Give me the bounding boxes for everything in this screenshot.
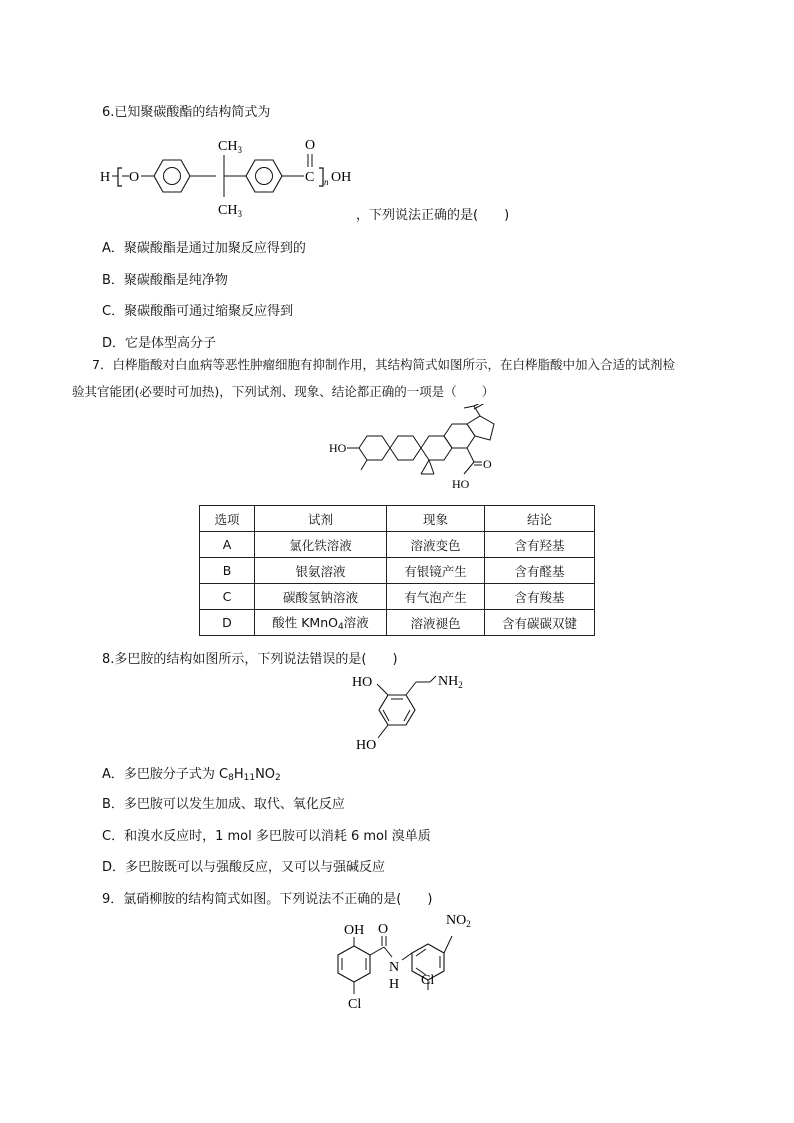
table-row xyxy=(200,558,595,584)
niclosamide-no2: $NO_2$ xyxy=(446,913,471,929)
kmno4-subscript: 4 xyxy=(337,622,344,632)
q8-option-a: A．多巴胺分子式为 $C_8H_{11}NO_2$ xyxy=(102,767,281,783)
niclosamide-structure xyxy=(330,908,490,1016)
q6-stem: 6.已知聚碳酸酯的结构简式为 xyxy=(102,105,271,120)
ch3-bottom: $CH_3$ xyxy=(218,203,242,219)
table-row xyxy=(200,610,595,636)
carbonyl-c: C xyxy=(305,170,315,185)
q6-option-d: D．它是体型高分子 xyxy=(102,336,217,351)
table-cell: 氯化铁溶液 xyxy=(255,532,387,558)
table-header-row xyxy=(200,506,595,532)
repeat-n: n xyxy=(324,177,329,187)
table-cell: 有银镜产生 xyxy=(387,558,485,584)
carbonyl-o: O xyxy=(305,138,316,153)
formula-o: O xyxy=(129,170,140,185)
table-cell xyxy=(255,610,387,636)
q6-option-b: B．聚碳酸酯是纯净物 xyxy=(102,273,228,288)
niclosamide-n: N xyxy=(389,960,400,975)
betulinic-carbonyl-o: O xyxy=(483,457,492,471)
table-cell: 碳酸氢钠溶液 xyxy=(255,584,387,610)
q9-stem: 9．氯硝柳胺的结构简式如图。下列说法不正确的是( ) xyxy=(102,892,433,907)
table-row xyxy=(200,584,595,610)
q7-stem-line1: 7．白桦脂酸对白血病等恶性肿瘤细胞有抑制作用，其结构简式如图所示，在白桦脂酸中加入合适的试剂检 xyxy=(92,357,675,372)
q8-option-d: D．多巴胺既可以与强酸反应，又可以与强碱反应 xyxy=(102,860,386,875)
niclosamide-cl-bottom: Cl xyxy=(348,997,362,1012)
q6-option-c: C．聚碳酸酯可通过缩聚反应得到 xyxy=(102,304,294,319)
betulinic-ho: HO xyxy=(329,441,347,455)
q6-option-a: A．聚碳酸酯是通过加聚反应得到的 xyxy=(102,241,306,256)
dopamine-nh2: $NH_2$ xyxy=(438,674,463,690)
table-cell: 溶液变色 xyxy=(387,532,485,558)
q8-option-c: C．和溴水反应时，1 mol 多巴胺可以消耗 6 mol 溴单质 xyxy=(102,829,431,844)
table-cell: 含有羧基 xyxy=(485,584,595,610)
header-phenomenon: 现象 xyxy=(387,506,485,532)
table-cell: 含有醛基 xyxy=(485,558,595,584)
niclosamide-cl-right: Cl xyxy=(421,973,435,988)
niclosamide-oh: OH xyxy=(344,923,365,938)
kmno4-label: 酸性 KMnO xyxy=(272,615,338,630)
table-cell: A xyxy=(200,532,255,558)
header-option: 选项 xyxy=(200,506,255,532)
table-cell: 溶液褪色 xyxy=(387,610,485,636)
dopamine-structure xyxy=(350,668,480,754)
table-cell: 银氨溶液 xyxy=(255,558,387,584)
table-row xyxy=(200,532,595,558)
dopamine-ho-bottom: HO xyxy=(356,738,377,753)
polycarbonate-structure xyxy=(98,128,368,222)
table-cell: 有气泡产生 xyxy=(387,584,485,610)
kmno4-suffix: 溶液 xyxy=(343,615,369,630)
reagent-table xyxy=(199,505,595,636)
formula-oh: OH xyxy=(331,170,352,185)
q7-stem-line2: 验其官能团(必要时可加热)，下列试剂、现象、结论都正确的一项是（ ） xyxy=(72,384,495,399)
table-cell: 含有羟基 xyxy=(485,532,595,558)
q8-option-b: B．多巴胺可以发生加成、取代、氧化反应 xyxy=(102,797,345,812)
dopamine-ho-top: HO xyxy=(352,675,373,690)
header-reagent: 试剂 xyxy=(255,506,387,532)
table-cell: 含有碳碳双键 xyxy=(485,610,595,636)
betulinic-acid-structure xyxy=(328,404,518,500)
q6-tail: ，下列说法正确的是( ) xyxy=(356,208,510,223)
niclosamide-nh-h: H xyxy=(389,977,400,992)
formula-h: H xyxy=(100,170,111,185)
table-cell: B xyxy=(200,558,255,584)
table-cell: C xyxy=(200,584,255,610)
betulinic-acid-ho: HO xyxy=(452,477,470,491)
header-conclusion: 结论 xyxy=(485,506,595,532)
table-cell: D xyxy=(200,610,255,636)
niclosamide-carbonyl-o: O xyxy=(378,922,389,937)
q8-stem: 8.多巴胺的结构如图所示，下列说法错误的是( ) xyxy=(102,652,398,667)
ch3-top: $CH_3$ xyxy=(218,139,242,155)
